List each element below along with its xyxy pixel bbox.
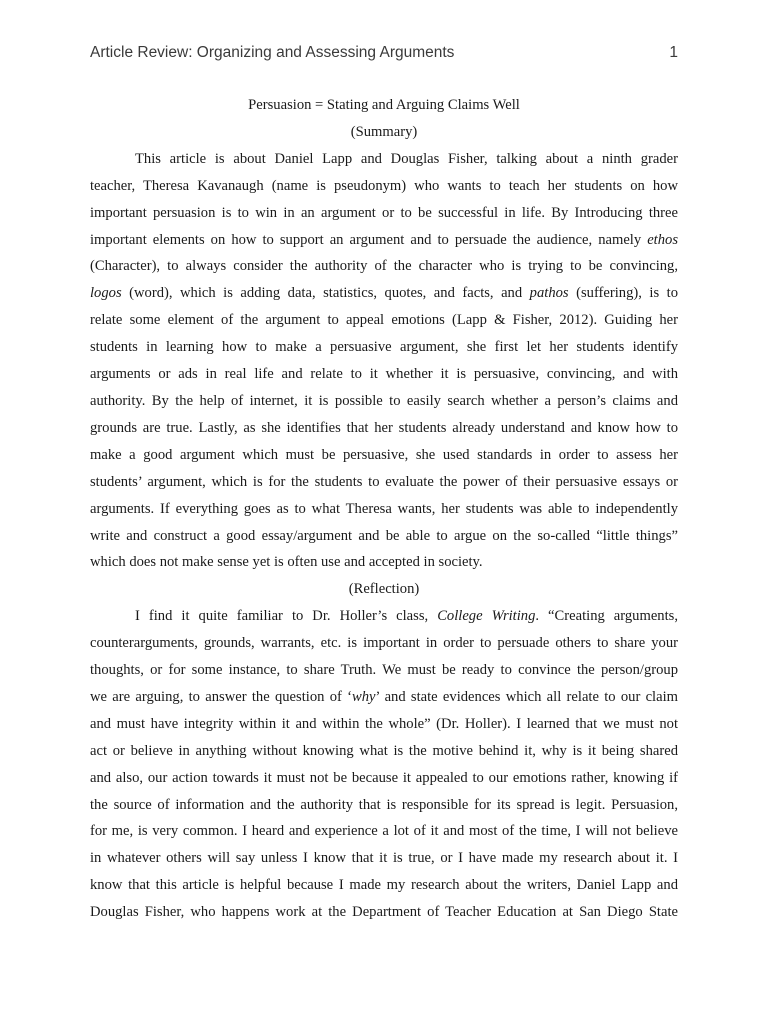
running-head-title: Article Review: Organizing and Assessing Arguments xyxy=(90,44,455,61)
emphasis-logos: logos xyxy=(90,285,122,302)
emphasis-course-title: College Writing xyxy=(437,608,536,625)
summary-line: write and construct a good essay/argument and be able to argue on the so-called “little things” xyxy=(90,527,678,544)
summary-line: important persuasion is to win in an argument or to be successful in life. By Introducing three xyxy=(90,204,678,221)
emphasis-ethos: ethos xyxy=(647,231,678,248)
reflection-line: and also, our action towards it must not be because it appealed to our emotions rather, knowing if xyxy=(90,769,678,786)
reflection-line: the source of information and the authority that is responsible for its spread is legit. Persuasion, xyxy=(90,796,678,813)
reflection-line: I find it quite familiar to Dr. Holler’s class, College Writing. “Creating arguments, xyxy=(135,608,678,625)
emphasis-pathos: pathos xyxy=(529,285,569,302)
summary-line: logos (word), which is adding data, statistics, quotes, and facts, and pathos (suffering), is to xyxy=(90,285,678,302)
document-title: Persuasion = Stating and Arguing Claims Well xyxy=(248,97,520,113)
summary-line: (Character), to always consider the authority of the character who is trying to be convincing, xyxy=(90,258,678,275)
reflection-line: in whatever others will say unless I know that it is true, or I have made my research about it. I xyxy=(90,850,678,867)
summary-paragraph xyxy=(90,146,678,577)
reflection-line: we are arguing, to answer the question of ‘why’ and state evidences which all relate to our claim xyxy=(90,688,678,705)
summary-line: important elements on how to support an argument and to persuade the audience, namely ethos xyxy=(90,231,678,248)
emphasis-why: why xyxy=(352,688,376,705)
reflection-line: know that this article is helpful because I made my research about the writers, Daniel Lapp and xyxy=(90,877,678,894)
reflection-line: and must have integrity within it and within the whole” (Dr. Holler). I learned that we must not xyxy=(90,715,678,732)
reflection-heading: (Reflection) xyxy=(348,581,420,598)
reflection-line: Douglas Fisher, who happens work at the Department of Teacher Education at San Diego State xyxy=(90,904,678,921)
document-body xyxy=(90,92,678,926)
running-head xyxy=(90,44,678,68)
reflection-line: act or believe in anything without knowing what is the motive behind it, why is it being shared xyxy=(90,742,678,759)
summary-line: This article is about Daniel Lapp and Douglas Fisher, talking about a ninth grader xyxy=(135,150,678,167)
summary-line: authority. By the help of internet, it is possible to easily search whether a person’s claims and xyxy=(90,392,678,409)
reflection-line: for me, is very common. I heard and experience a lot of it and most of the time, I will not believe xyxy=(90,823,678,840)
summary-line: grounds are true. Lastly, as she identifies that her students already understand and know how to xyxy=(90,419,678,436)
reflection-line: counterarguments, grounds, warrants, etc. is important in order to persuade others to share your xyxy=(90,635,678,652)
summary-line: relate some element of the argument to appeal emotions (Lapp & Fisher, 2012). Guiding her xyxy=(90,312,678,329)
summary-line: make a good argument which must be persuasive, she used standards in order to assess her xyxy=(90,446,678,463)
summary-line: students in learning how to make a persuasive argument, she first let her students identify xyxy=(90,339,678,356)
summary-line: which does not make sense yet is often use and accepted in society. xyxy=(90,554,483,571)
summary-line: teacher, Theresa Kavanaugh (name is pseudonym) who wants to teach her students on how xyxy=(90,177,678,194)
summary-line: students’ argument, which is for the students to evaluate the power of their persuasive essays or xyxy=(90,473,678,490)
summary-line: arguments or ads in real life and relate to it whether it is persuasive, convincing, and with xyxy=(90,366,678,383)
reflection-line: thoughts, or for some instance, to share Truth. We must be ready to convince the person/group xyxy=(90,662,678,679)
summary-line: arguments. If everything goes as to what Theresa wants, her students was able to independently xyxy=(90,500,678,517)
page-number: 1 xyxy=(669,44,678,61)
reflection-paragraph xyxy=(90,603,678,926)
summary-heading: (Summary) xyxy=(350,123,418,140)
